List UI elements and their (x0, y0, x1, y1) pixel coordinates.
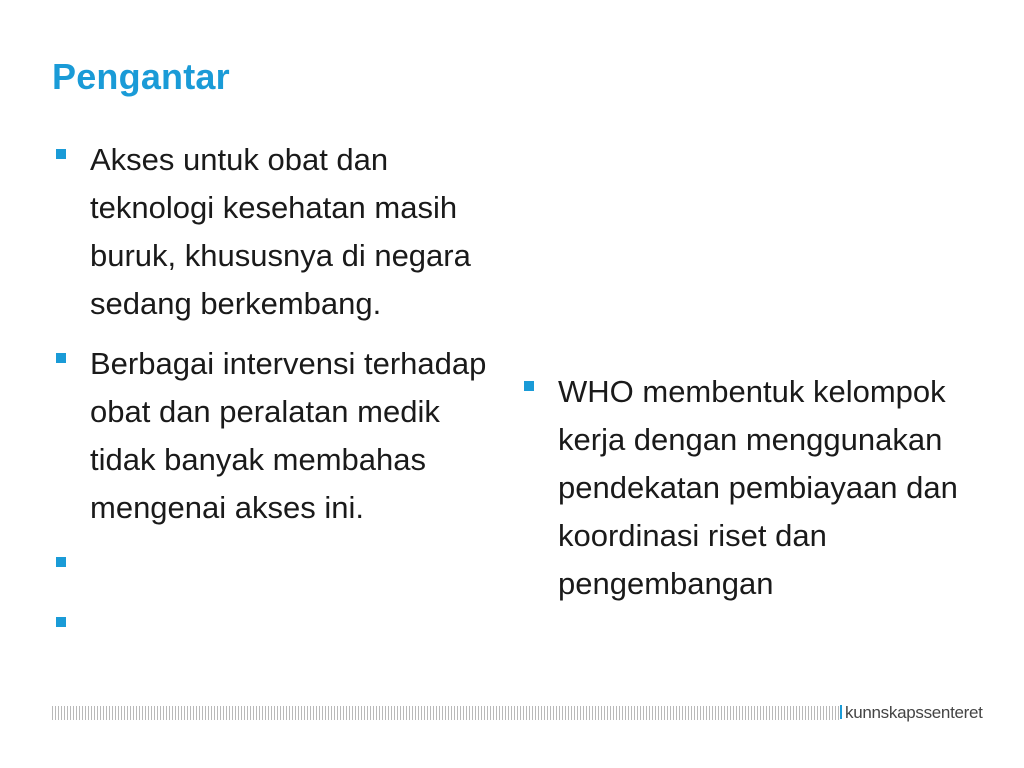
footer-logo (840, 703, 983, 723)
footer-logo-text: kunnskapssenteret (845, 703, 983, 722)
bullet-text: Berbagai intervensi terhadap obat dan peralatan medik tidak banyak membahas mengenai akses ini. (90, 346, 487, 525)
bullet-item (56, 136, 496, 328)
right-bullet-list (524, 368, 994, 608)
bullet-item-empty (56, 544, 496, 592)
logo-mark-icon (840, 705, 842, 719)
slide-title: Pengantar (52, 56, 230, 97)
bullet-item (56, 340, 496, 532)
right-column (524, 368, 994, 620)
square-bullet-icon (56, 617, 66, 627)
square-bullet-icon (56, 353, 66, 363)
bullet-item-empty (56, 604, 496, 652)
left-bullet-list (56, 136, 496, 652)
left-column (56, 136, 496, 664)
bullet-item (524, 368, 994, 608)
square-bullet-icon (524, 381, 534, 391)
square-bullet-icon (56, 557, 66, 567)
bullet-text: WHO membentuk kelompok kerja dengan menggunakan pendekatan pembiayaan dan koordinasi riset dan pengembangan (558, 374, 958, 601)
footer-stripe-bar (52, 706, 840, 720)
bullet-text: Akses untuk obat dan teknologi kesehatan masih buruk, khususnya di negara sedang berkembang. (90, 142, 471, 321)
square-bullet-icon (56, 149, 66, 159)
